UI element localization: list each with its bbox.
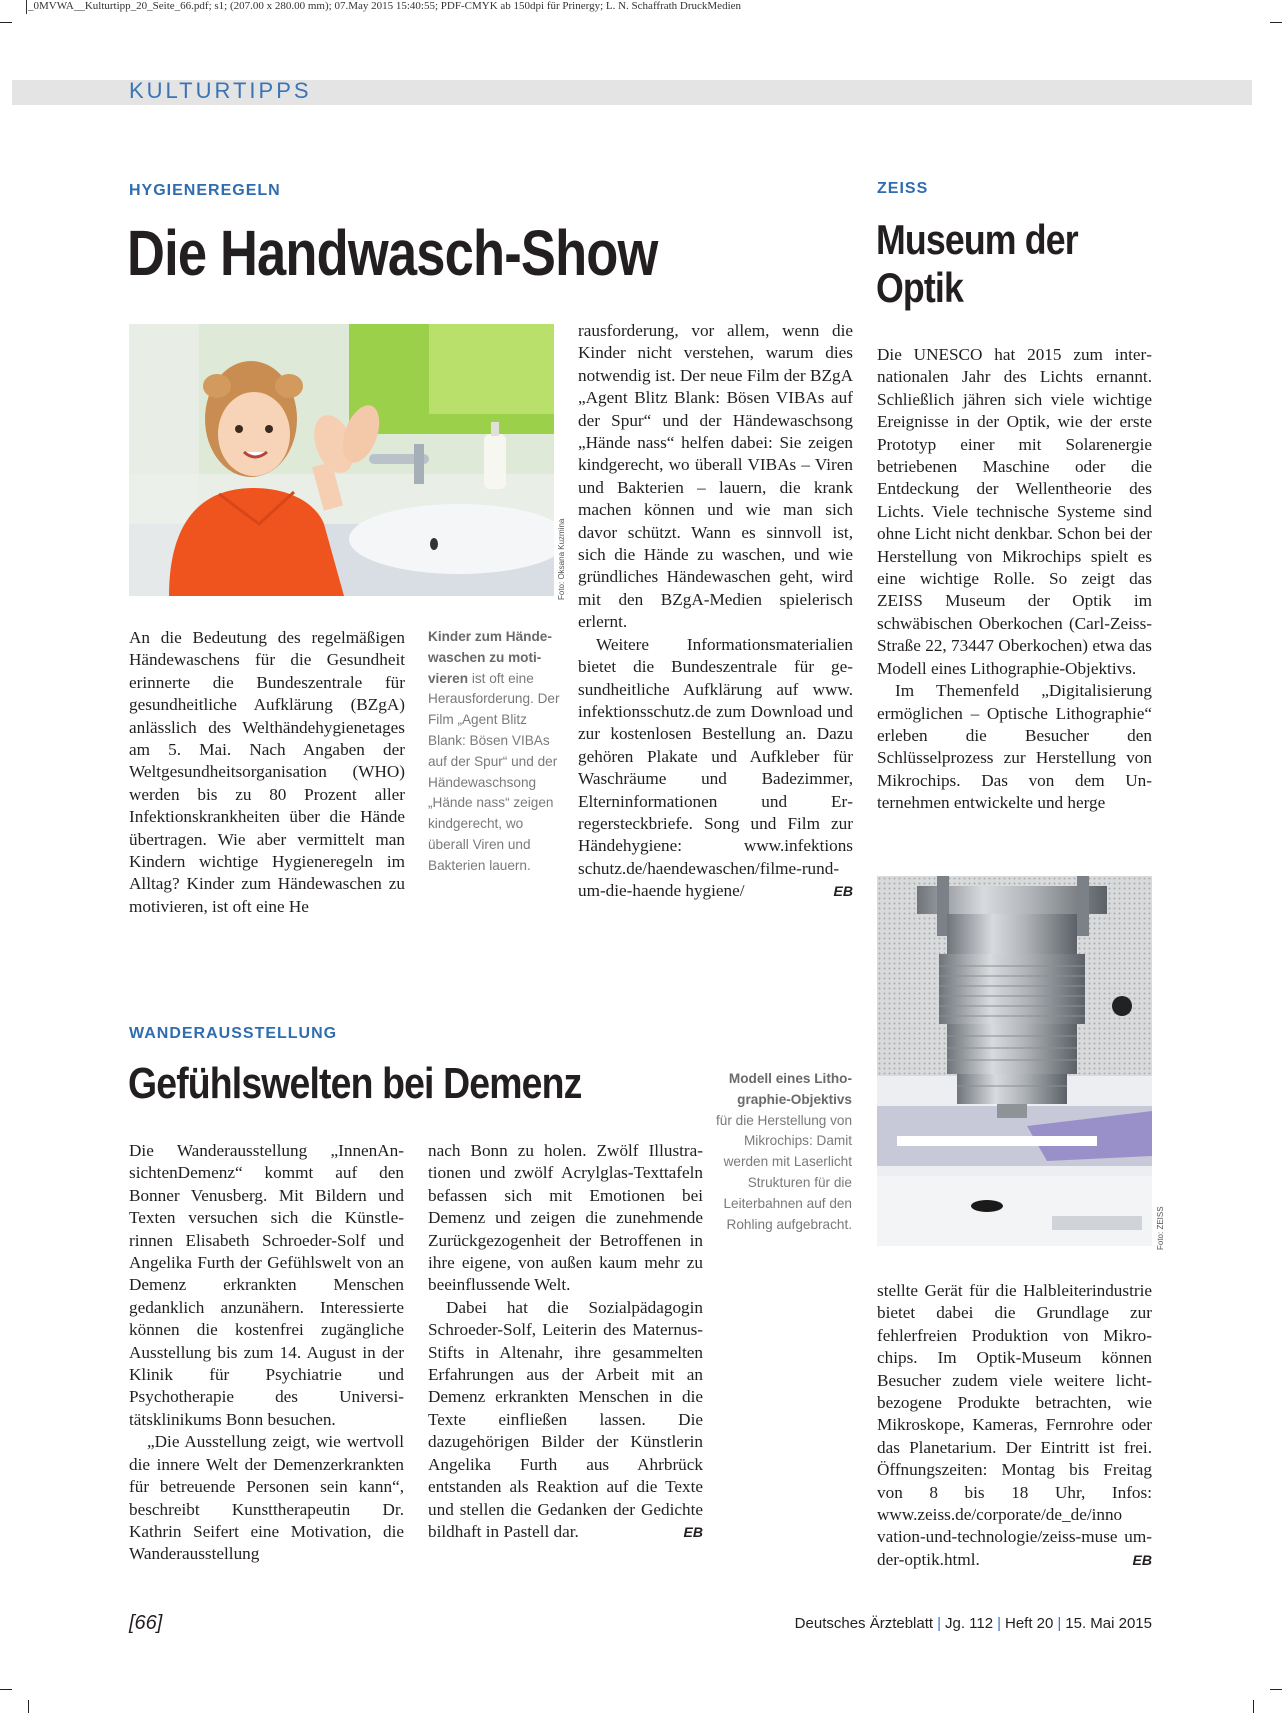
paragraph: Im Themenfeld „Digitalisierung ermöglichen – Optische Lithographie“ erleben die Besucher den Schlüsselprozess zur Herstellung von Mikrochips. Das von dem Unternehmen entwickelte und herge: [877, 681, 1152, 813]
issue: Heft 20: [1004, 1615, 1054, 1632]
article-body-column: [877, 1280, 1152, 1571]
rubric-title: KULTURTIPPS: [129, 78, 312, 103]
paragraph: An die Bedeutung des regelmäßigen Händewaschens für die Gesundheit erinnerte die Bundeszentrale für gesundheitliche Aufklärung (BZgA) anlässlich des Welthändehygienetages am 5. Mai. Nach Angaben der Weltgesundheitsorganisation (WHO) werden bis zu 80 Prozent aller Infektionskrankheiten über die Hände übertragen. Wie aber vermittelt man Kindern wichtige Hygieneregeln im Alltag? Kinder zum Händewaschen zu motivieren, ist oft eine He: [129, 628, 405, 916]
article-body-column: [129, 627, 405, 918]
photo-caption: [428, 627, 563, 877]
crop-mark: [0, 1689, 12, 1690]
photo-caption: [716, 1069, 852, 1235]
separator: |: [997, 1615, 1001, 1632]
paragraph: Die UNESCO hat 2015 zum internationalen Jahr des Lichts ernannt. Schließlich jähren sich viele wichtige Ereignisse in der Optik, wie der erste Prototyp einer mit Solarenergie betriebenen Maschine oder die Entdeckung der Wellentheorie des Lichts. Viele technische Systeme sind ohne Licht nicht denkbar. Schon bei der Herstellung von Mikrochips spielt es eine wichtige Rolle. So zeigt das ZEISS Museum der Optik im schwäbischen Oberkochen (Carl-Zeiss-Straße 22, 73447 Oberkochen) etwa das Modell eines Lithographie-Objektivs.: [877, 345, 1152, 678]
author-signature: EB: [1132, 1551, 1152, 1568]
caption-lead: Modell eines Lithographie-Objektivs: [728, 1071, 852, 1107]
paragraph-text: Weitere Informationsmaterialien bietet die Bundeszentrale für gesundheitliche Aufklärung auf www. infektionsschutz.de zum Download und zur kostenlosen Bestellung an. Dazu gehören Plakate und Aufkleber für Waschräume und Badezimmer, Elterninformationen und Erregersteckbriefe. Song und Film zur Händehygiene: www.infektions schutz.de/haendewaschen/filme-rund-um-die-haende hygiene/: [578, 634, 853, 901]
paragraph: „Die Ausstellung zeigt, wie wertvoll die innere Welt der Demenzerkrankten für betreuende Personen sein kann“, beschreibt Kunsttherapeutin Dr. Kathrin Seifert eine Motivation, die Wanderausstellung: [129, 1432, 404, 1564]
headline-line: Museum der: [876, 216, 1078, 263]
crop-mark: [0, 22, 12, 23]
paragraph-text: Dabei hat die Sozialpädagogin Schroeder-Solf, Leiterin des Maternus-Stifts in Altenahr, ihre gesammelten Erfahrungen aus der Arbeit mit an Demenz erkrankten Menschen in die Texte einfließen lassen. Die dazugehörigen Bilder der Künstlerin Angelika Furth aus Ahrbrück entstanden als Reaktion auf die Texte und stellen die Gedanken der Gedichte bildhaft in Pastell dar.: [428, 1297, 703, 1541]
volume: Jg. 112: [944, 1615, 994, 1632]
photo-credit: Foto: Oksana Kuzmina: [557, 518, 566, 600]
paragraph-text: stellte Gerät für die Halbleiterindustrie bietet dabei die Grundlage zur fehlerfreien Produktion von Mikrochips. Im Optik-Museum können Besucher zudem viele weitere lichtbezogene Produkte betrachten, wie Mikroskope, Kameras, Fernrohre oder das Planetarium. Der Eintritt ist frei. Öffnungszeiten: Montag bis Freitag von 8 bis 18 Uhr, Infos: www.zeiss.de/corporate/de_de/inno vation-und-technologie/zeiss-muse um-der-optik.html.: [877, 1281, 1152, 1569]
crop-mark: [1270, 22, 1282, 23]
author-signature: EB: [833, 883, 853, 900]
headline-line: Optik: [876, 264, 963, 311]
crop-mark: [26, 0, 27, 14]
lens-photo: [877, 876, 1152, 1246]
print-slug: _0MVWA__Kulturtipp_20_Seite_66.pdf; s1; (207.00 x 280.00 mm); 07.May 2015 15:40:55; PDF-CMYK ab 150dpi für Prinergy; L. N. Schaffrath DruckMedien: [28, 0, 742, 12]
crop-mark: [28, 1700, 29, 1713]
paragraph: [578, 634, 853, 903]
article-body-column: [129, 1140, 404, 1566]
crop-mark: [1270, 1689, 1282, 1690]
publication-info: [795, 1615, 1152, 1632]
author-signature: EB: [683, 1523, 703, 1540]
child-photo: [129, 324, 554, 596]
paragraph: [428, 1297, 703, 1543]
article-body-column: [578, 320, 853, 903]
article-headline: [876, 216, 1078, 312]
article-body-column: [428, 1140, 703, 1543]
article-kicker: HYGIENEREGELN: [129, 182, 281, 199]
article-kicker: ZEISS: [877, 180, 929, 197]
crop-mark: [1253, 1700, 1254, 1713]
paragraph: nach Bonn zu holen. Zwölf Illustrationen und zwölf Acrylglas-Texttafeln befassen sich mit Emotionen bei Demenz und zeigen die zunehmende Zurückgezogenheit der Betroffenen in ihre eigene, von außen kaum mehr zu beeinflussende Welt.: [428, 1141, 703, 1295]
journal-name: Deutsches Ärzteblatt: [794, 1615, 934, 1632]
article-headline: Die Handwasch-Show: [127, 217, 658, 289]
paragraph: rausforderung, vor allem, wenn die Kinder nicht verstehen, warum dies notwendig ist. Der neue Film der BZgA „Agent Blitz Blank: Bösen VIBAs auf der Spur“ und der Händewaschsong „Hände nass“ helfen dabei: Sie zeigen kindgerecht, wo überall VIBAs – Viren und Bakterien – lauern, die krank machen können und wie man sich davor schützt. Wann es sinnvoll ist, sich die Hände zu waschen, und wie gründliches Händewaschen geht, wird mit den BZgA-Medien spielerisch erlernt.: [578, 321, 853, 632]
article-headline: Gefühlswelten bei Demenz: [128, 1059, 582, 1108]
issue-date: 15. Mai 2015: [1065, 1615, 1152, 1632]
paragraph: Die Wanderausstellung „InnenAnsichtenDemenz“ kommt auf den Bonner Venusberg. Mit Bildern und Texten versuchen sich die Künstlerinnen Elisabeth Schroeder-Solf und Angelika Furth der Gefühlswelt von an Demenz erkrankten Menschen gedanklich anzunähern. Interessierte können die kostenfrei zugängliche Ausstellung bis zum 14. August in der Klinik für Psychiatrie und Psychotherapie des Universitätsklinikums Bonn besuchen.: [129, 1141, 404, 1429]
separator: |: [937, 1615, 941, 1632]
caption-lead: Kinder zum Händewaschen zu motivieren: [428, 629, 552, 686]
photo-credit: Foto: ZEISS: [1156, 1206, 1165, 1250]
caption-text: ist oft eine Herausforderung. Der Film „Agent Blitz Blank: Bösen VIBAs auf der Spur“ und der Händewaschsong „Hände nass“ zeigen kindgerecht, wo überall Viren und Bakterien lauern.: [428, 670, 560, 873]
paragraph: [877, 1280, 1152, 1571]
article-body-column: [877, 344, 1152, 815]
caption-text: für die Herstellung von Mikrochips: Damit werden mit Laserlicht Strukturen für die Leiterbahnen auf den Rohling aufgebracht.: [716, 1112, 853, 1232]
separator: |: [1057, 1615, 1062, 1632]
article-kicker: WANDERAUSSTELLUNG: [129, 1025, 338, 1042]
page-number: [66]: [129, 1612, 163, 1634]
